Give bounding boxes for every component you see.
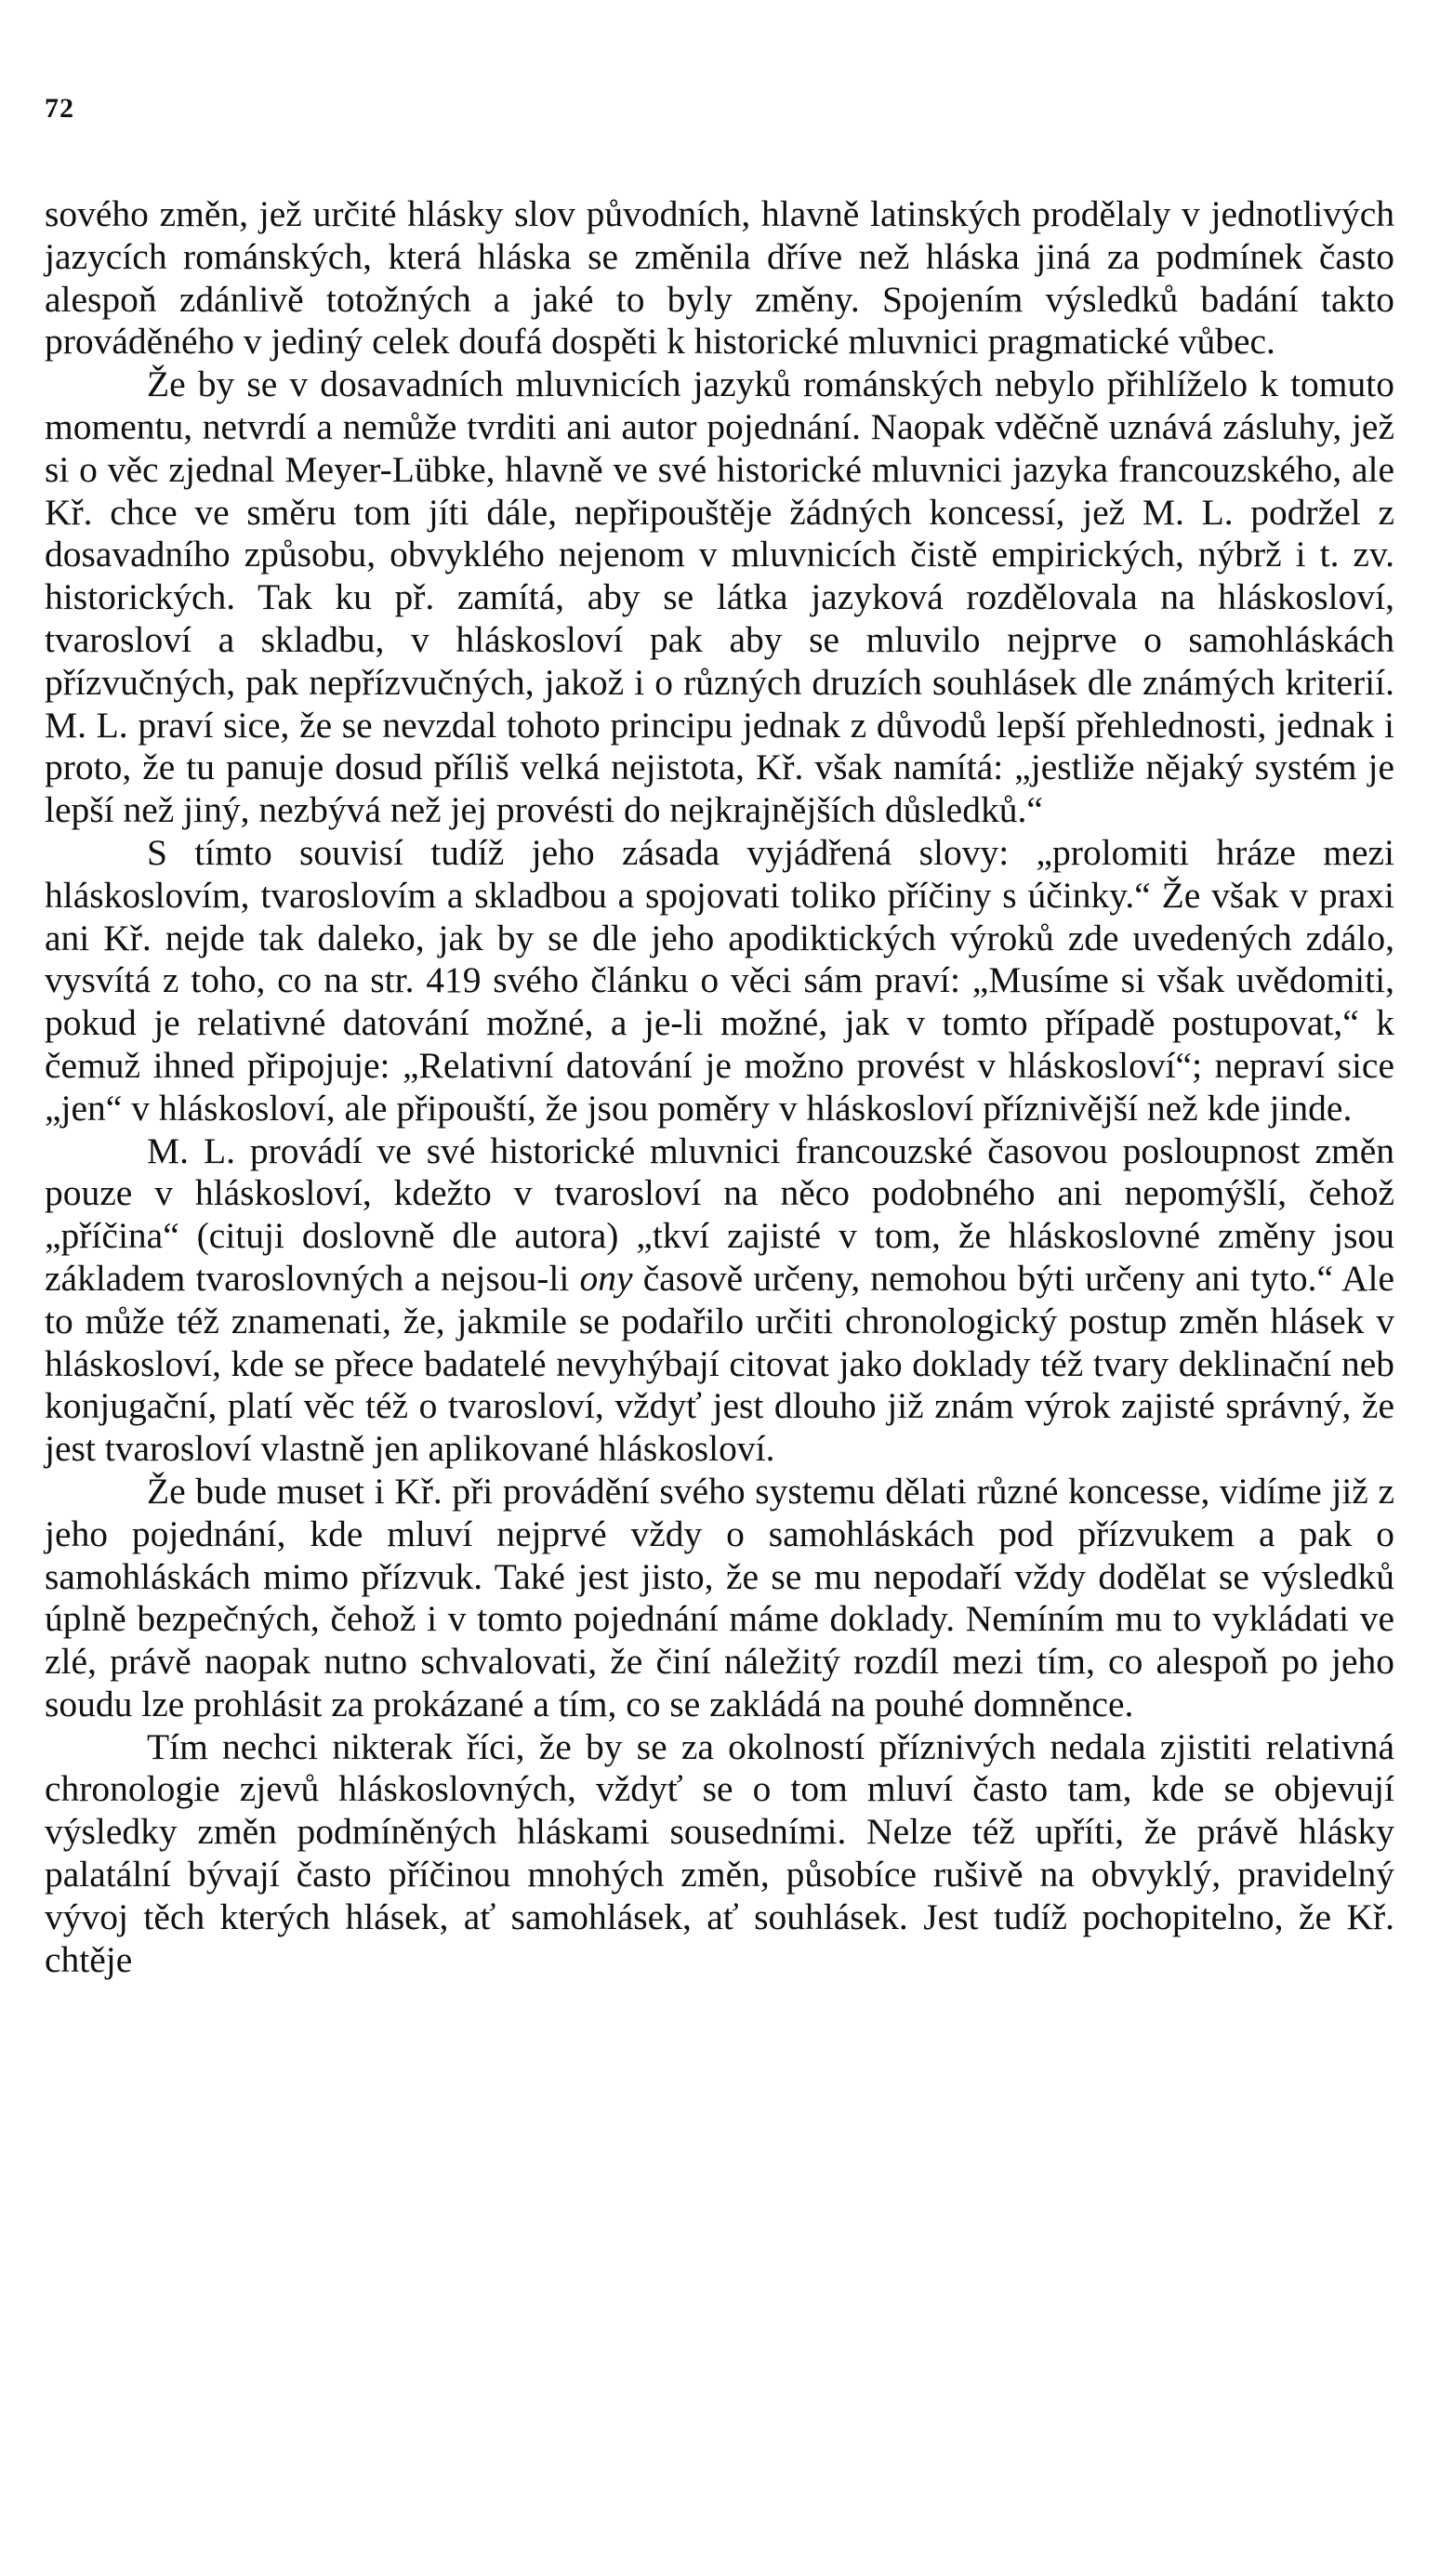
body-text [45, 193, 1394, 1981]
paragraph-2: Že by se v dosavadních mluvnicích jazyků románských nebylo přihlíželo k tomuto momentu, netvrdí a nemůže tvrditi ani autor pojednání. Naopak vděčně uznává zásluhy, jež si o věc zjednal Meyer-Lübke, hlavně ve své historické mluvnici jazyka francouzského, ale Kř. chce ve směru tom jíti dále, nepřipouštěje žádných koncessí, jež M. L. podržel z dosavadního způsobu, obvyklého nejenom v mluvnicích čistě empirických, nýbrž i t. zv. historických. Tak ku př. zamítá, aby se látka jazyková rozdělovala na hláskosloví, tvarosloví a skladbu, v hláskosloví pak aby se mluvilo nejprve o samohláskách přízvučných, pak nepřízvučných, jakož i o různých druzích souhlásek dle známých kriterií. M. L. praví sice, že se nevzdal tohoto principu jednak z důvodů lepší přehlednosti, jednak i proto, že tu panuje dosud příliš velká nejistota, Kř. však namítá: „jestliže nějaký systém je lepší než jiný, nezbývá než jej provésti do nejkrajnějších důsledků.“ [45, 363, 1394, 831]
paragraph-5: Že bude muset i Kř. při provádění svého systemu dělati různé koncesse, vidíme již z jeho pojednání, kde mluví nejprvé vždy o samohláskách pod přízvukem a pak o samohláskách mimo přízvuk. Také jest jisto, že se mu nepodaří vždy dodělat se výsledků úplně bezpečných, čehož i v tomto pojednání máme doklady. Nemíním mu to vykládati ve zlé, právě naopak nutno schvalovati, že činí náležitý rozdíl mezi tím, co alespoň po jeho soudu lze prohlásit za prokázané a tím, co se zakládá na pouhé domněnce. [45, 1470, 1394, 1724]
page-number: 72 [45, 93, 74, 124]
paragraph-3: S tímto souvisí tudíž jeho zásada vyjádřená slovy: „prolomiti hráze mezi hláskoslovím, tvaroslovím a skladbou a spojovati toliko příčiny s účinky.“ Že však v praxi ani Kř. nejde tak daleko, jak by se dle jeho apodiktických výroků zde uvedených zdálo, vysvítá z toho, co na str. 419 svého článku o věci sám praví: „Musíme si však uvědomiti, pokud je relativné datování možné, a je-li možné, jak v tomto případě postupovat,“ k čemuž ihned připojuje: „Relativní datování je možno provést v hláskosloví“; nepraví sice „jen“ v hláskosloví, ale připouští, že jsou poměry v hláskosloví příznivější než kde jinde. [45, 831, 1394, 1129]
paragraph-4-part-1: M. L. provádí ve své historické mluvnici francouzské časovou posloupnost změn pouze v hláskosloví, kdežto v tvarosloví na něco podobného ani nepomýšlí, čehož „příčina“ (cituji doslovně dle autora) „tkví zajisté v tom, že hláskoslovné změny jsou základem tvaroslovných a nejsou-li [45, 1129, 1394, 1299]
paragraph-4 [45, 1130, 1394, 1471]
paragraph-1: sového změn, jež určité hlásky slov původních, hlavně latinských prodělaly v jednotlivých jazycích románských, která hláska se změnila dříve než hláska jiná za podmínek často alespoň zdánlivě totožných a jaké to byly změny. Spojením výsledků badání takto prováděného v jediný celek doufá dospěti k historické mluvnici pragmatické vůbec. [45, 193, 1394, 363]
paragraph-6: Tím nechci nikterak říci, že by se za okolností příznivých nedala zjistiti relativná chronologie zjevů hláskoslovných, vždyť se o tom mluví často tam, kde se objevují výsledky změn podmíněných hláskami sousedními. Nelze též upříti, že právě hlásky palatální bývají často příčinou mnohých změn, působíce rušivě na obvyklý, pravidelný vývoj těch kterých hlásek, ať samohlásek, ať souhlásek. Jest tudíž pochopitelno, že Kř. chtěje [45, 1725, 1394, 1980]
paragraph-4-part-2: časově určeny, nemohou býti určeny ani tyto.“ Ale to může též znamenati, že, jakmile se podařilo určiti chronologický postup změn hlásek v hláskosloví, kde se přece badatelé nevyhýbají citovat jako doklady též tvary deklinační neb konjugační, platí věc též o tvarosloví, vždyť jest dlouho již znám výrok zajisté správný, že jest tvarosloví vlastně jen aplikované hláskosloví. [45, 1257, 1394, 1470]
paragraph-4-italic-word: ony [579, 1257, 633, 1299]
